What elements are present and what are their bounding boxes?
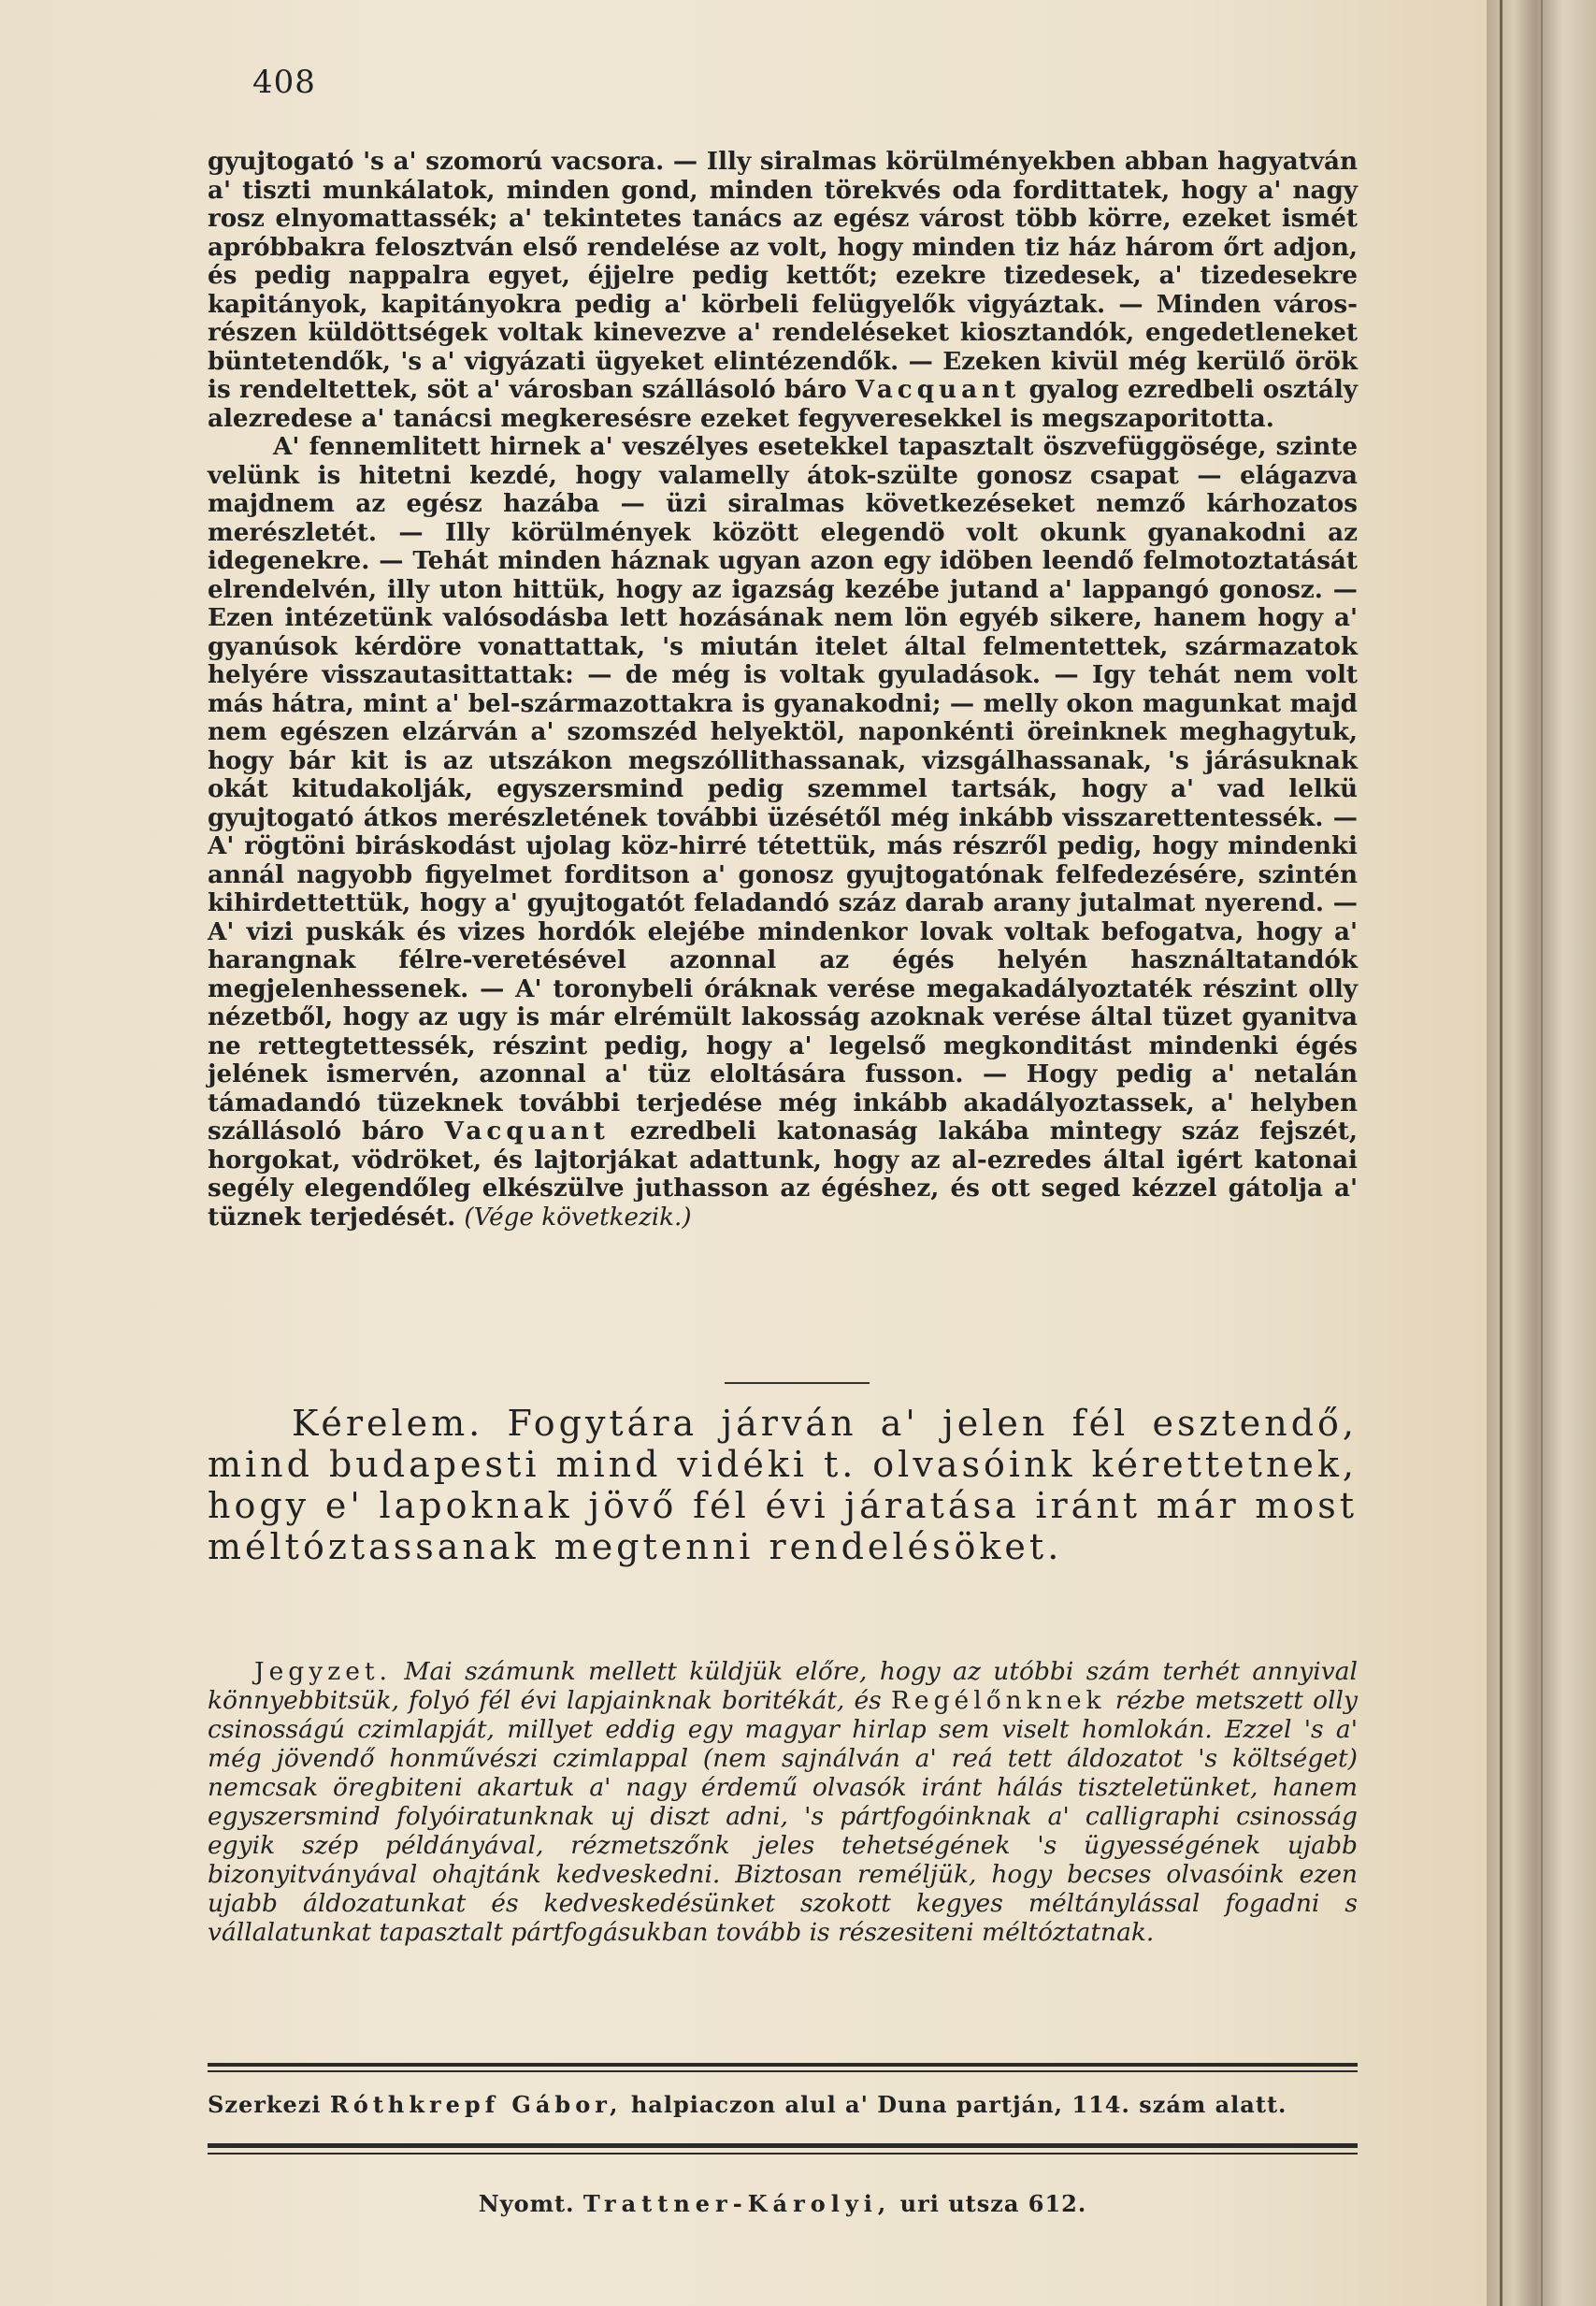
person-name-vacquant-2: Vacquant	[444, 1117, 610, 1146]
footer-rule-thin	[208, 2153, 1358, 2155]
regelo-name: Regélőnknek	[890, 1686, 1106, 1715]
printer-line	[208, 2190, 1358, 2217]
spine-edge-line	[1500, 0, 1503, 2306]
note-text-b: rézbe metszett olly csinosságú czimlapját, millyet eddig egy magyar hirlap sem viselt homlokán. Ezzel 's a' még jövendő honművészi czimlappal (nem sajnálván a' reá tett áldozatot 's költséget) nemcsak öregbiteni akartuk a' nagy érdemű olvasók iránt hálás tiszteletünket, hanem egyszersmind folyóiratunknak uj diszt adni, 's pártfogóinknak a' calligraphi csinosság egyik szép példányával, rézmetszőnk jeles tehetségének 's ügyességének ujabb bizonyitványával ohajtánk kedveskedni. Biztosan reméljük, hogy becses olvasóink ezen ujabb áldozatunkat és kedveskedésünket szokott kegyes méltánylással fogadni s vállalatunkat tapasztalt pártfogásukban tovább is részesiteni méltóztatnak.	[208, 1686, 1358, 1947]
printer-name: Trattner-Károlyi,	[582, 2190, 892, 2217]
paragraph-2-end: ezredbeli katonaság lakába mintegy száz fejszét, horgokat, vödröket, és lajtorjákat adattunk, hogy az al-ezredes által igért katonai segély elegendőleg elkészülve juthasson az égéshez, és ott seged kézzel gátolja a' tüznek terjedését.	[208, 1117, 1358, 1232]
printer-address: uri utsza 612.	[899, 2190, 1087, 2217]
note-text-a: Mai számunk mellett küldjük előre, hogy az utóbbi szám terhét annyival könnyebbitsük, folyó fél évi lapjainknak boritékát, és	[208, 1657, 1358, 1715]
paragraph-1-end: gyalog ezredbeli osztály alezredese a' tanácsi megkeresésre ezeket fegyveresekkel is megszaporitotta.	[208, 375, 1358, 433]
double-rule-top	[208, 2063, 1358, 2067]
editor-prefix: Szerkezi	[208, 2091, 322, 2118]
request-notice	[208, 1403, 1358, 1567]
book-spine	[1487, 0, 1596, 2306]
paragraph-2	[208, 433, 1358, 1232]
editor-line	[208, 2091, 1358, 2118]
editor-address: halpiaczon alul a' Duna partján, 114. szám alatt.	[630, 2091, 1287, 2118]
spine-fold-line	[1541, 0, 1543, 2306]
request-text	[208, 1403, 1358, 1567]
paragraph-1	[208, 148, 1358, 433]
section-divider	[725, 1382, 870, 1384]
article-body	[208, 148, 1358, 1232]
page-number: 408	[252, 64, 316, 101]
continuation-note: (Vége következik.)	[464, 1203, 692, 1232]
footer-rule-thick	[208, 2143, 1358, 2148]
editor-name: Róthkrepf Gábor,	[329, 2091, 623, 2118]
editor-note	[208, 1657, 1358, 1947]
double-rule-bottom	[208, 2070, 1358, 2072]
paragraph-2-text: A' fennemlitett hirnek a' veszélyes esetekkel tapasztalt öszvefüggösége, szinte velünk is hitetni kezdé, hogy valamelly átok-szülte gonosz csapat — elágazva majdnem az egész hazába — üzi siralmas következéseket nemző kárhozatos merészletét. — Illy körülmények között elegendö volt okunk gyanakodni az idegenekre. — Tehát minden háznak ugyan azon egy idöben leendő felmotoztatását elrendelvén, illy uton hittük, hogy az igazság kezébe jutand a' lappangó gonosz. — Ezen intézetünk valósodásba lett hozásának nem lön egyéb sikere, hanem hogy a' gyanúsok kérdöre vonattattak, 's miután itelet által felmentettek, származatok helyére visszautasittattak: — de még is voltak gyuladások. — Igy tehát nem volt más hátra, mint a' bel-származottakra is gyanakodni; — melly okon magunkat majd nem egészen elzárván a' szomszéd helyektöl, naponkénti öreinknek meghagytuk, hogy bár kit is az utszákon megszóllithassanak, vizsgálhassanak, 's járásuknak okát kitudakolják, egyszersmind pedig szemmel tartsák, hogy a' vad lelkü gyujtogató átkos merészletének további üzésétől még inkább visszarettentessék. — A' rögtöni biráskodást ujolag köz-hirré tétettük, más részről pedig, hogy mindenki annál nagyobb figyelmet forditson a' gonosz gyujtogatónak felfedezésére, szintén kihirdettettük, hogy a' gyujtogatót feladandó száz darab arany jutalmat nyerend. — A' vizi puskák és vizes hordók elejébe mindenkor lovak voltak befogatva, hogy a' harangnak félre-veretésével azonnal az égés helyén használtatandók megjelenhessenek. — A' toronybeli óráknak verése megakadályoztaték részint olly nézetből, hogy az ugy is már elrémült lakosság azoknak verése által tüzet gyanitva ne rettegtettessék, részint pedig, hogy a' legelső megkonditást mindenki égés jelének ismervén, azonnal a' tüz eloltására fusson. — Hogy pedig a' netalán támadandó tüzeknek további terjedése még inkább akadályoztassek, a' helyben szállásoló báro	[208, 432, 1358, 1146]
person-name-vacquant: Vacquant	[855, 375, 1021, 404]
printer-prefix: Nyomt.	[478, 2190, 575, 2217]
request-heading: Kérelem.	[292, 1403, 484, 1444]
paragraph-1-text: gyujtogató 's a' szomorú vacsora. — Illy siralmas körülményekben abban hagyatván a' tiszti munkálatok, minden gond, minden törekvés oda fordittatek, hogy a' nagy rosz elnyomattassék; a' tekintetes tanács az egész várost több körre, ezeket ismét apróbbakra felosztván első rendelése az volt, hogy minden tiz ház három őrt adjon, és pedig nappalra egyet, éjjelre pedig kettőt; ezekre tizedesek, a' tizedesekre kapitányok, kapitányokra pedig a' körbeli felügyelők vigyáztak. — Minden város-részen küldöttségek voltak kinevezve a' rendeléseket kiosztandók, engedetleneket büntetendők, 's a' vigyázati ügyeket elintézendők. — Ezeken kivül még kerülő örök is rendeltettek, söt a' városban szállásoló báro	[208, 147, 1358, 404]
note-heading: Jegyzet.	[254, 1657, 392, 1686]
request-body: Fogytára járván a' jelen fél esztendő, mind budapesti mind vidéki t. olvasóink kérettetnek, hogy e' lapoknak jövő fél évi járatása iránt már most méltóztassanak megtenni rendelésöket.	[208, 1403, 1358, 1567]
